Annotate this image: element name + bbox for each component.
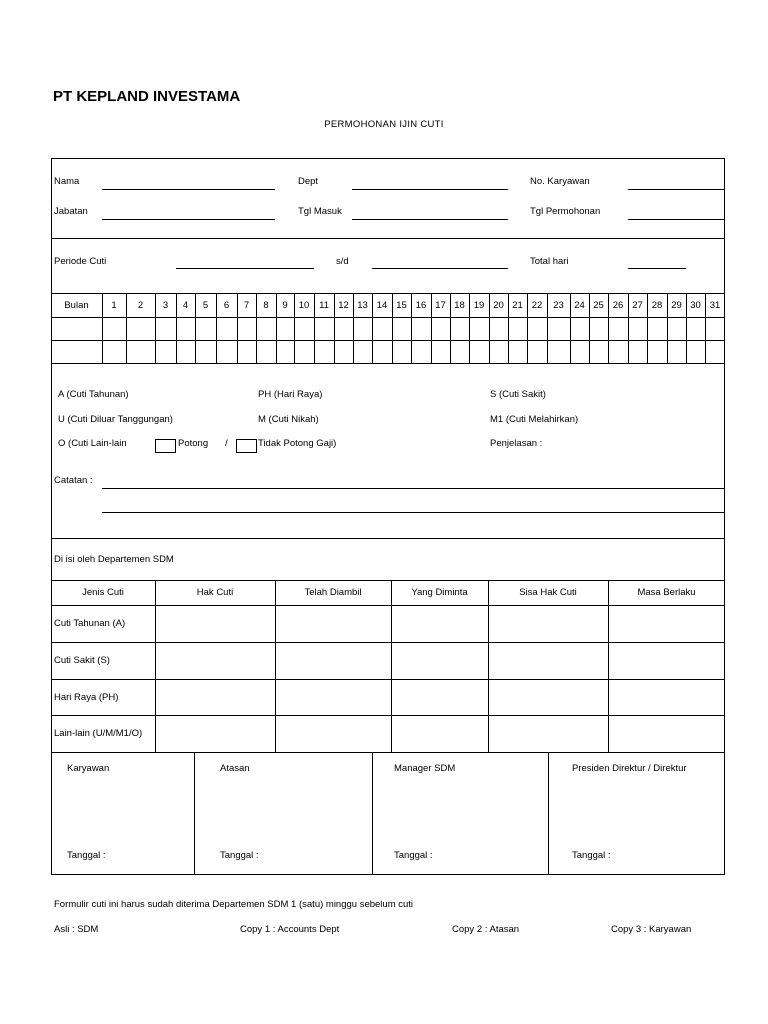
calendar-day-12: 12 xyxy=(338,300,349,311)
tgl-masuk-field[interactable] xyxy=(352,219,508,220)
periode-label: Periode Cuti xyxy=(54,256,107,267)
sdm-cell[interactable] xyxy=(608,605,725,642)
form-title: PERMOHONAN IJIN CUTI xyxy=(324,119,444,130)
sdm-cell[interactable] xyxy=(391,605,488,642)
sdm-cell[interactable] xyxy=(488,679,608,715)
calendar-bottom-line xyxy=(51,363,725,364)
calendar-day-10: 10 xyxy=(298,300,310,311)
calendar-day-28: 28 xyxy=(651,300,663,311)
penjelasan-label: Penjelasan : xyxy=(490,438,543,449)
dept-field[interactable] xyxy=(352,189,508,190)
sdm-cell[interactable] xyxy=(488,642,608,679)
calendar-top-line xyxy=(51,293,725,294)
calendar-day-23: 23 xyxy=(553,300,564,311)
sdm-cell[interactable] xyxy=(608,679,725,715)
calendar-day-21: 21 xyxy=(512,300,523,311)
no-karyawan-label: No. Karyawan xyxy=(530,176,590,187)
calendar-day-31: 31 xyxy=(709,300,721,311)
copy-asli: Asli : SDM xyxy=(54,924,99,935)
calendar-day-5: 5 xyxy=(202,300,209,311)
sdm-row-label: Cuti Tahunan (A) xyxy=(54,618,126,629)
sdm-cell[interactable] xyxy=(275,605,391,642)
calendar-day-19: 19 xyxy=(473,300,485,311)
calendar-day-15: 15 xyxy=(396,300,407,311)
signature-role: Karyawan xyxy=(67,763,110,774)
copy-1: Copy 1 : Accounts Dept xyxy=(240,924,340,935)
calendar-day-16: 16 xyxy=(415,300,427,311)
no-karyawan-field[interactable] xyxy=(628,189,724,190)
sdm-cell[interactable] xyxy=(275,642,391,679)
signature-tanggal: Tanggal : xyxy=(394,850,433,861)
sdm-column-header: Jenis Cuti xyxy=(82,587,124,598)
signature-role: Manager SDM xyxy=(394,763,456,774)
total-hari-field[interactable] xyxy=(628,268,686,269)
sdm-column-header: Sisa Hak Cuti xyxy=(519,587,577,598)
company-name: PT KEPLAND INVESTAMA xyxy=(53,88,241,105)
sdm-title: Di isi oleh Departemen SDM xyxy=(54,554,174,565)
calendar-day-27: 27 xyxy=(632,300,643,311)
sdm-cell[interactable] xyxy=(488,715,608,752)
footer-note: Formulir cuti ini harus sudah diterima Departemen SDM 1 (satu) minggu sebelum cuti xyxy=(54,899,414,910)
calendar-day-4: 4 xyxy=(182,300,189,311)
calendar-day-11: 11 xyxy=(319,300,329,311)
sdm-cell[interactable] xyxy=(608,715,725,752)
sdm-column-header: Hak Cuti xyxy=(196,587,234,598)
sdm-table-top xyxy=(51,580,725,581)
leave-type-m: M (Cuti Nikah) xyxy=(258,414,319,425)
calendar-day-8: 8 xyxy=(263,300,269,311)
signature-tanggal: Tanggal : xyxy=(572,850,611,861)
bulan-header: Bulan xyxy=(64,300,89,311)
sdm-cell[interactable] xyxy=(275,715,391,752)
tidak-potong-label: Tidak Potong Gaji) xyxy=(258,438,337,449)
sdm-row-label: Lain-lain (U/M/M1/O) xyxy=(54,728,143,739)
calendar-day-24: 24 xyxy=(574,300,585,311)
sdm-cell[interactable] xyxy=(391,642,488,679)
calendar-day-6: 6 xyxy=(223,300,230,311)
sdm-cell[interactable] xyxy=(155,605,275,642)
signature-role: Presiden Direktur / Direktur xyxy=(572,763,687,774)
periode-start-field[interactable] xyxy=(176,268,314,269)
leave-type-ph: PH (Hari Raya) xyxy=(258,389,323,400)
dept-label: Dept xyxy=(298,176,319,187)
sdm-row-label: Cuti Sakit (S) xyxy=(54,655,110,666)
total-hari-label: Total hari xyxy=(530,256,569,267)
calendar-day-9: 9 xyxy=(282,300,288,311)
sdm-column-header: Yang Diminta xyxy=(411,587,468,598)
sdm-cell[interactable] xyxy=(391,715,488,752)
sdm-column-header: Masa Berlaku xyxy=(637,587,696,598)
calendar-day-22: 22 xyxy=(531,300,543,311)
tgl-permohonan-label: Tgl Permohonan xyxy=(530,206,601,217)
sd-label: s/d xyxy=(336,256,349,267)
sdm-cell[interactable] xyxy=(155,715,275,752)
sdm-row-label: Hari Raya (PH) xyxy=(54,692,119,703)
catatan-line-1[interactable] xyxy=(102,488,724,489)
calendar-day-29: 29 xyxy=(671,300,682,311)
nama-label: Nama xyxy=(54,176,80,187)
leave-type-o: O (Cuti Lain-lain xyxy=(58,438,127,449)
jabatan-label: Jabatan xyxy=(54,206,88,217)
leave-type-a: A (Cuti Tahunan) xyxy=(58,389,129,400)
calendar-line xyxy=(51,317,725,318)
sdm-cell[interactable] xyxy=(275,679,391,715)
slash-label: / xyxy=(225,438,228,449)
tgl-masuk-label: Tgl Masuk xyxy=(298,206,342,217)
leave-type-m1: M1 (Cuti Melahirkan) xyxy=(490,414,579,425)
divider xyxy=(51,238,725,239)
tidak-potong-checkbox[interactable] xyxy=(236,439,257,453)
calendar-day-18: 18 xyxy=(454,300,465,311)
sdm-column-header: Telah Diambil xyxy=(304,587,362,598)
divider xyxy=(51,538,725,539)
potong-label: Potong xyxy=(178,438,209,449)
periode-end-field[interactable] xyxy=(372,268,508,269)
nama-field[interactable] xyxy=(102,189,275,190)
tgl-permohonan-field[interactable] xyxy=(628,219,724,220)
calendar-day-13: 13 xyxy=(357,300,368,311)
jabatan-field[interactable] xyxy=(102,219,275,220)
calendar-day-1: 1 xyxy=(111,300,117,311)
sdm-cell[interactable] xyxy=(608,642,725,679)
signature-role: Atasan xyxy=(220,763,250,774)
sdm-cell[interactable] xyxy=(155,642,275,679)
copy-2: Copy 2 : Atasan xyxy=(452,924,520,935)
sdm-cell[interactable] xyxy=(155,679,275,715)
sdm-cell[interactable] xyxy=(391,679,488,715)
calendar-day-2: 2 xyxy=(137,300,144,311)
signature-tanggal: Tanggal : xyxy=(220,850,259,861)
calendar-day-14: 14 xyxy=(376,300,388,311)
calendar-day-30: 30 xyxy=(690,300,701,311)
calendar-day-26: 26 xyxy=(612,300,624,311)
calendar-day-3: 3 xyxy=(162,300,169,311)
copy-3: Copy 3 : Karyawan xyxy=(611,924,692,935)
calendar-day-7: 7 xyxy=(243,300,250,311)
sdm-cell[interactable] xyxy=(488,605,608,642)
calendar-line xyxy=(51,340,725,341)
catatan-label: Catatan : xyxy=(54,475,93,486)
calendar-day-25: 25 xyxy=(593,300,604,311)
calendar-day-17: 17 xyxy=(435,300,446,311)
signature-tanggal: Tanggal : xyxy=(67,850,106,861)
potong-checkbox[interactable] xyxy=(155,439,176,453)
leave-type-u: U (Cuti Diluar Tanggungan) xyxy=(58,414,173,425)
catatan-line-2[interactable] xyxy=(102,512,724,513)
leave-type-s: S (Cuti Sakit) xyxy=(490,389,546,400)
calendar-day-20: 20 xyxy=(493,300,504,311)
